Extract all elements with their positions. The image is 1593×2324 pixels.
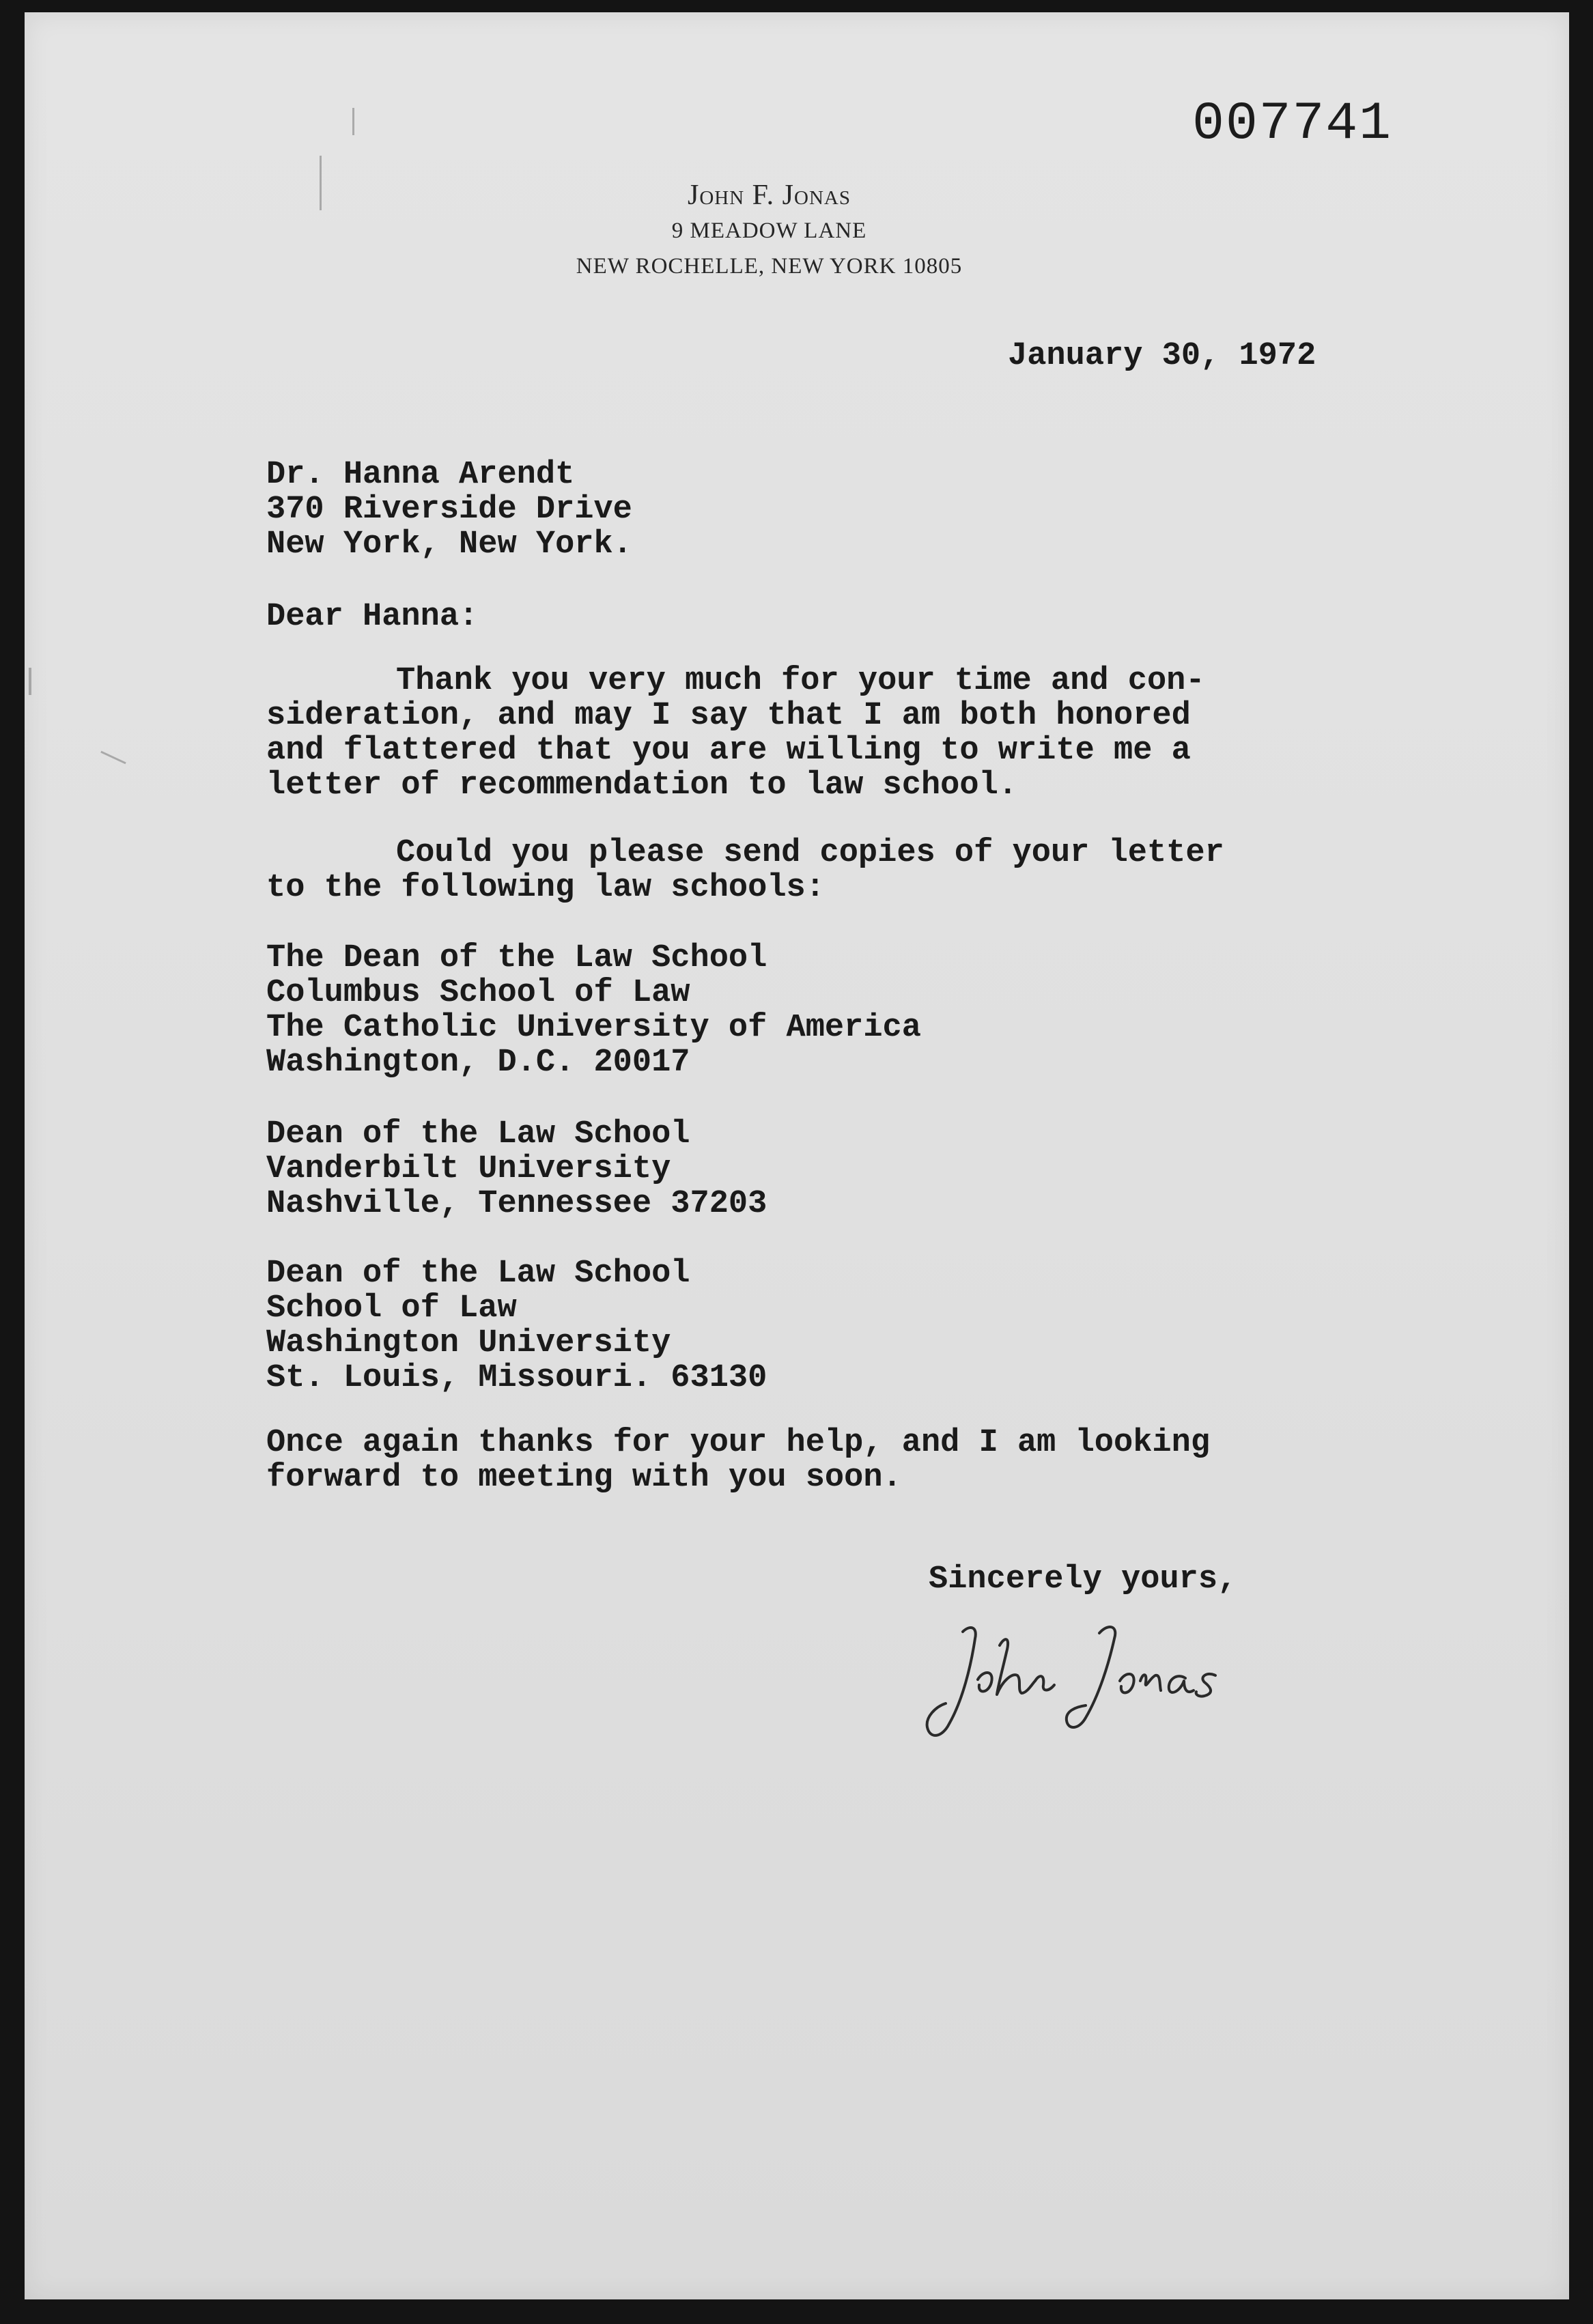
paragraph-line: Thank you very much for your time and con- [396,663,1205,699]
address-line: Washington, D.C. 20017 [266,1045,690,1081]
scan-mark [100,751,126,765]
scan-mark [29,668,31,695]
body-paragraph-2 [266,836,1224,905]
address-line: The Dean of the Law School [266,940,767,976]
address-line: Dean of the Law School [266,1116,690,1152]
scan-mark [352,108,354,135]
recipient-street: 370 Riverside Drive [266,492,632,528]
salutation: Dear Hanna: [266,599,479,635]
paragraph-line: Could you please send copies of your letter [396,835,1224,871]
paragraph-line: sideration, and may I say that I am both honored [266,698,1191,734]
closing: Sincerely yours, [929,1561,1237,1598]
closing-paragraph [266,1426,1210,1495]
paragraph-line: Once again thanks for your help, and I am looking [266,1425,1211,1461]
address-line: St. Louis, Missouri. 63130 [266,1360,767,1396]
document-number: 007741 [1192,94,1392,154]
school-address-3 [266,1256,767,1395]
address-line: Washington University [266,1325,671,1361]
body-paragraph-1 [266,664,1205,803]
address-line: The Catholic University of America [266,1010,921,1046]
address-line: Vanderbilt University [266,1151,671,1187]
letterhead-city: NEW ROCHELLE, NEW YORK 10805 [576,254,963,279]
address-line: Columbus School of Law [266,975,690,1011]
recipient-name: Dr. Hanna Arendt [266,457,575,493]
paragraph-line: forward to meeting with you soon. [266,1460,902,1496]
letterhead-street: 9 MEADOW LANE [671,218,867,243]
paragraph-line: to the following law schools: [266,870,825,906]
paragraph-line: letter of recommendation to law school. [266,767,1017,804]
paragraph-line: and flattered that you are willing to write me a [266,733,1191,769]
address-line: Dean of the Law School [266,1256,690,1292]
recipient-city: New York, New York. [266,526,632,563]
recipient-address [266,457,632,562]
school-address-1 [266,941,921,1080]
address-line: School of Law [266,1290,517,1327]
letterhead-name: John F. Jonas [688,180,851,211]
letter-page [25,12,1569,2299]
school-address-2 [266,1117,767,1221]
handwritten-signature [915,1604,1270,1768]
address-line: Nashville, Tennessee 37203 [266,1186,767,1222]
letter-date: January 30, 1972 [1008,338,1316,374]
